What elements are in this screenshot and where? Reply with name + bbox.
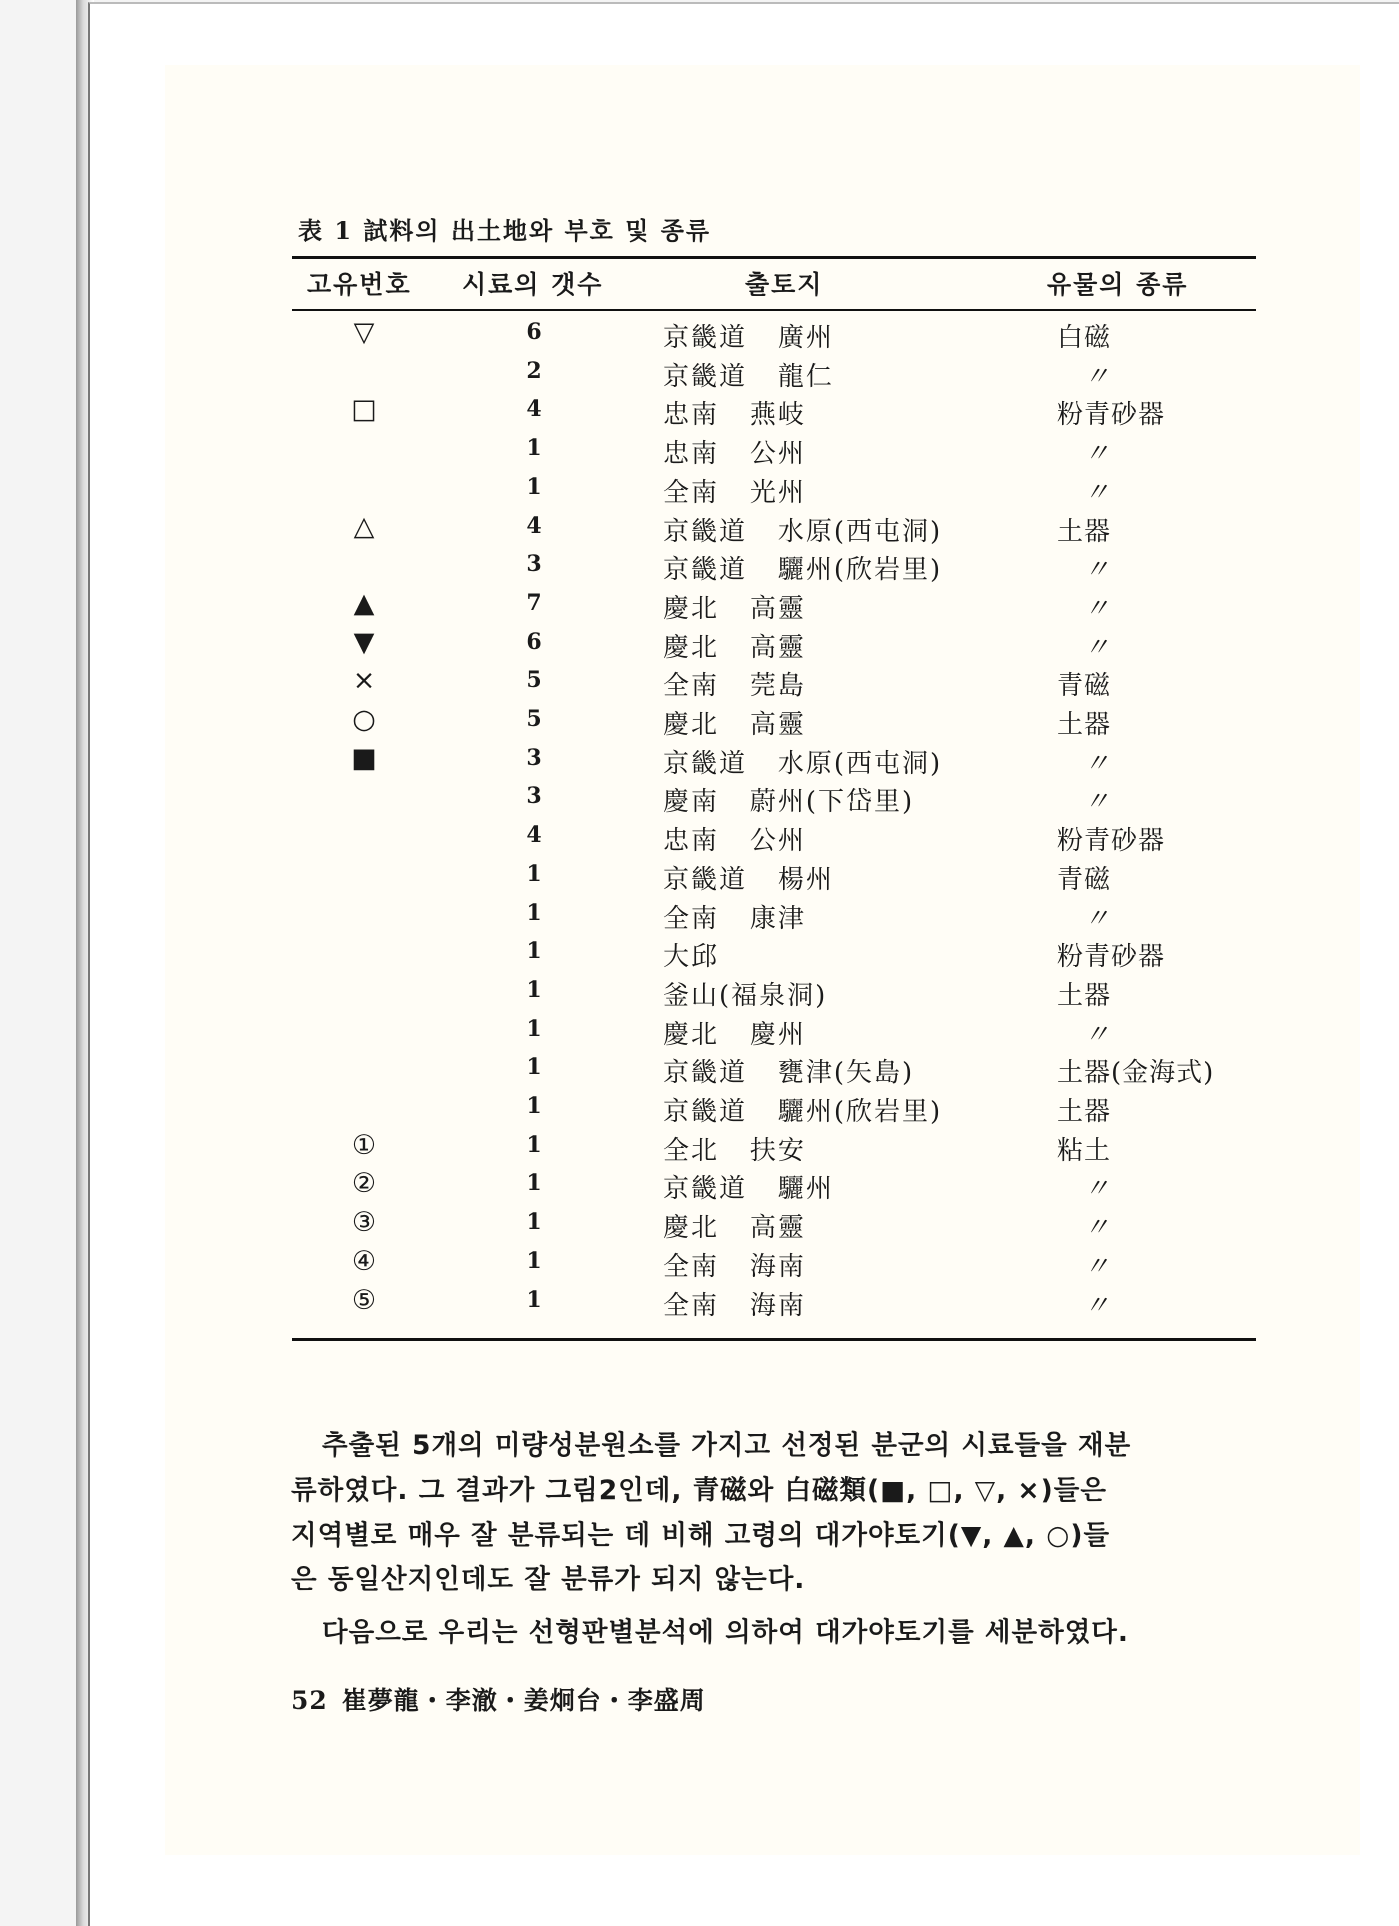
row-symbol: ②: [351, 1168, 377, 1200]
row-place: 驪州(欣岩里): [777, 555, 943, 586]
row-site: [663, 859, 834, 896]
row-place: 高靈: [749, 1213, 806, 1244]
table-row: [0, 972, 1399, 1011]
row-province: 忠南: [663, 826, 720, 857]
row-symbol: ①: [351, 1129, 377, 1161]
row-place: 海南: [749, 1290, 806, 1321]
table-row: [0, 508, 1399, 547]
table-row: [0, 1011, 1399, 1050]
row-province: 全北: [663, 1135, 720, 1166]
header-code: 고유번호: [307, 270, 412, 299]
table-top-rule: [292, 256, 1256, 259]
row-site: [663, 1207, 806, 1244]
row-type: 〃: [1083, 1213, 1111, 1244]
row-place: 光州: [749, 477, 806, 508]
row-site: [663, 665, 806, 702]
row-site: [663, 511, 942, 548]
row-type: 〃: [1083, 1019, 1111, 1050]
row-site: [663, 743, 942, 780]
row-site: [663, 1091, 942, 1128]
row-site: [663, 1052, 914, 1089]
row-province: 全南: [663, 903, 720, 934]
row-place: 扶安: [749, 1135, 806, 1166]
row-type: 〃: [1083, 439, 1111, 470]
body-text-line-3: 지역별로 매우 잘 분류되는 데 비해 고령의 대가야토기(▼, ▲, ○)들: [291, 1520, 1111, 1551]
row-site: [663, 781, 914, 818]
row-province: 全南: [663, 671, 720, 702]
row-count: 4: [526, 822, 542, 849]
row-count: 1: [526, 1170, 542, 1197]
row-place: 公州: [749, 439, 806, 470]
row-type: 土器: [1057, 516, 1112, 547]
row-province: 慶南: [663, 787, 720, 818]
row-province: 全南: [663, 1290, 720, 1321]
table-row: [0, 1127, 1399, 1166]
table-row: [0, 585, 1399, 624]
row-province: 京畿道: [663, 555, 748, 586]
body-text-line-2: 류하였다. 그 결과가 그림2인데, 青磁와 白磁類(■, □, ▽, ×)들은: [291, 1475, 1107, 1506]
row-count: 1: [526, 1054, 542, 1081]
row-site: [663, 975, 827, 1012]
table-bottom-rule: [292, 1338, 1256, 1341]
row-province: 京畿道: [663, 361, 748, 392]
row-symbol: ▲: [353, 587, 375, 619]
row-count: 1: [526, 1209, 542, 1236]
row-type: 白磁: [1057, 323, 1112, 353]
row-site: [663, 1168, 834, 1205]
row-count: 1: [526, 899, 542, 926]
body-text-line-1: 추출된 5개의 미량성분원소를 가지고 선정된 분군의 시료들을 재분: [322, 1430, 1132, 1461]
row-province: 京畿道: [663, 516, 748, 547]
row-type: 粘土: [1057, 1135, 1112, 1166]
row-count: 7: [526, 589, 542, 616]
row-province: 京畿道: [663, 1174, 748, 1205]
row-count: 1: [526, 473, 542, 500]
authors: 崔夢龍・李澈・姜炯台・李盛周: [341, 1686, 706, 1715]
row-place: 水原(西屯洞): [777, 748, 943, 779]
table-row: [0, 701, 1399, 740]
row-count: 1: [526, 938, 542, 965]
row-site: [663, 1285, 806, 1322]
row-province: 京畿道: [663, 1097, 748, 1127]
table-row: [0, 1204, 1399, 1243]
row-type: 粉青砂器: [1057, 942, 1166, 973]
row-symbol: ▼: [353, 626, 375, 658]
row-count: 1: [526, 1131, 542, 1158]
row-site: [663, 549, 942, 586]
row-type: 〃: [1083, 555, 1111, 586]
row-site: [663, 627, 806, 664]
row-province: 慶北: [663, 710, 720, 740]
row-count: 5: [526, 667, 542, 694]
row-site: [663, 394, 806, 431]
row-count: 1: [526, 976, 542, 1003]
row-site: [663, 1014, 806, 1051]
row-type: 土器(金海式): [1057, 1058, 1215, 1089]
table-row: [0, 1243, 1399, 1282]
table-row: [0, 817, 1399, 856]
row-site: [663, 317, 834, 354]
row-province: 全南: [663, 1251, 720, 1282]
table-row: [0, 1165, 1399, 1204]
table-row: [0, 662, 1399, 701]
table-row: [0, 778, 1399, 817]
row-place: 水原(西屯洞): [777, 516, 943, 547]
row-province: 京畿道: [663, 323, 748, 353]
row-place: 龍仁: [777, 361, 834, 392]
row-place: 楊州: [777, 864, 834, 895]
row-count: 3: [526, 783, 542, 810]
row-site: [663, 898, 806, 935]
body-text-line-4: 은 동일산지인데도 잘 분류가 되지 않는다.: [291, 1564, 806, 1595]
row-symbol: △: [353, 510, 375, 542]
row-type: 粉青砂器: [1057, 826, 1166, 857]
row-place: 燕岐: [749, 400, 806, 431]
table-row: [0, 546, 1399, 585]
row-place: 慶州: [749, 1019, 806, 1050]
row-province: 京畿道: [663, 748, 748, 779]
row-symbol: □: [351, 394, 377, 426]
row-type: 〃: [1083, 1251, 1111, 1282]
table-row: [0, 933, 1399, 972]
row-type: 〃: [1083, 1290, 1111, 1321]
row-province: 忠南: [663, 400, 720, 431]
row-type: 〃: [1083, 903, 1111, 934]
row-type: 青磁: [1057, 671, 1112, 702]
row-type: 〃: [1083, 1174, 1111, 1205]
table-row: [0, 1088, 1399, 1127]
row-province: 京畿道: [663, 1058, 748, 1089]
row-type: 土器: [1057, 1097, 1112, 1127]
table-row: [0, 314, 1399, 353]
row-symbol: ×: [352, 665, 376, 697]
table-row: [0, 430, 1399, 469]
row-site: [663, 1130, 806, 1167]
row-type: 青磁: [1057, 864, 1112, 895]
page-number: 52: [291, 1686, 328, 1715]
row-count: 4: [526, 396, 542, 423]
row-site: [663, 356, 834, 393]
table-caption: 表 1 試料의 出土地와 부호 및 종류: [298, 216, 712, 245]
row-count: 4: [526, 512, 542, 539]
row-type: 〃: [1083, 748, 1111, 779]
row-symbol: ○: [352, 704, 376, 735]
body-text-line-5: 다음으로 우리는 선형판별분석에 의하여 대가야토기를 세분하였다.: [322, 1617, 1129, 1648]
table-row: [0, 353, 1399, 392]
row-type: 〃: [1083, 632, 1111, 663]
table-row: [0, 624, 1399, 663]
row-place: 公州: [749, 826, 806, 857]
row-count: 2: [526, 357, 542, 384]
row-province: 大邱: [663, 942, 720, 973]
row-type: 〃: [1083, 593, 1111, 624]
row-count: 6: [526, 319, 542, 345]
row-count: 5: [526, 706, 542, 732]
header-type: 유물의 종류: [1047, 270, 1189, 299]
row-province: 釜山(福泉洞): [663, 980, 828, 1011]
row-symbol: ③: [351, 1207, 377, 1239]
row-count: 1: [526, 860, 542, 887]
row-symbol: ⑤: [351, 1284, 377, 1316]
row-place: 康津: [749, 903, 806, 934]
row-province: 忠南: [663, 439, 720, 470]
row-type: 〃: [1083, 787, 1111, 818]
row-province: 慶北: [663, 593, 720, 624]
header-site: 출토지: [745, 270, 824, 299]
table-row: [0, 740, 1399, 779]
row-site: [663, 704, 806, 741]
header-count: 시료의 갯수: [462, 270, 604, 299]
row-place: 莞島: [749, 671, 806, 702]
table-row: [0, 469, 1399, 508]
row-site: [663, 433, 806, 470]
row-site: [663, 588, 806, 625]
row-site: [663, 820, 806, 857]
row-count: 3: [526, 744, 542, 771]
row-count: 1: [526, 1093, 542, 1119]
row-site: [663, 472, 806, 509]
row-place: 高靈: [749, 632, 806, 663]
row-place: 廣州: [777, 323, 834, 353]
row-count: 1: [526, 435, 542, 462]
row-site: [663, 1246, 806, 1283]
row-symbol: ▽: [353, 317, 375, 348]
table-row: [0, 1282, 1399, 1321]
row-province: 慶北: [663, 632, 720, 663]
row-province: 全南: [663, 477, 720, 508]
row-symbol: ④: [351, 1245, 377, 1277]
table-header-rule: [292, 309, 1256, 311]
row-place: 甕津(矢島): [777, 1058, 915, 1089]
row-place: 海南: [749, 1251, 806, 1282]
row-type: 土器: [1057, 710, 1112, 740]
row-place: 驪州: [777, 1174, 834, 1205]
row-count: 1: [526, 1286, 542, 1313]
row-count: 1: [526, 1015, 542, 1042]
row-place: 驪州(欣岩里): [777, 1097, 943, 1127]
row-count: 3: [526, 551, 542, 578]
table-row: [0, 856, 1399, 895]
row-province: 慶北: [663, 1213, 720, 1244]
table-row: [0, 895, 1399, 934]
row-symbol: ■: [351, 742, 377, 774]
row-type: 〃: [1083, 477, 1111, 508]
row-place: 高靈: [749, 710, 806, 740]
row-count: 6: [526, 628, 542, 655]
row-type: 〃: [1083, 361, 1111, 392]
row-province: 京畿道: [663, 864, 748, 895]
row-province: 慶北: [663, 1019, 720, 1050]
row-place: 高靈: [749, 593, 806, 624]
page-footer: [291, 1681, 706, 1717]
row-type: 土器: [1057, 980, 1112, 1011]
row-type: 粉青砂器: [1057, 400, 1166, 431]
row-count: 1: [526, 1247, 542, 1274]
row-site: [663, 936, 719, 973]
table-row: [0, 1049, 1399, 1088]
table-row: [0, 391, 1399, 430]
row-place: 蔚州(下岱里): [749, 787, 915, 818]
